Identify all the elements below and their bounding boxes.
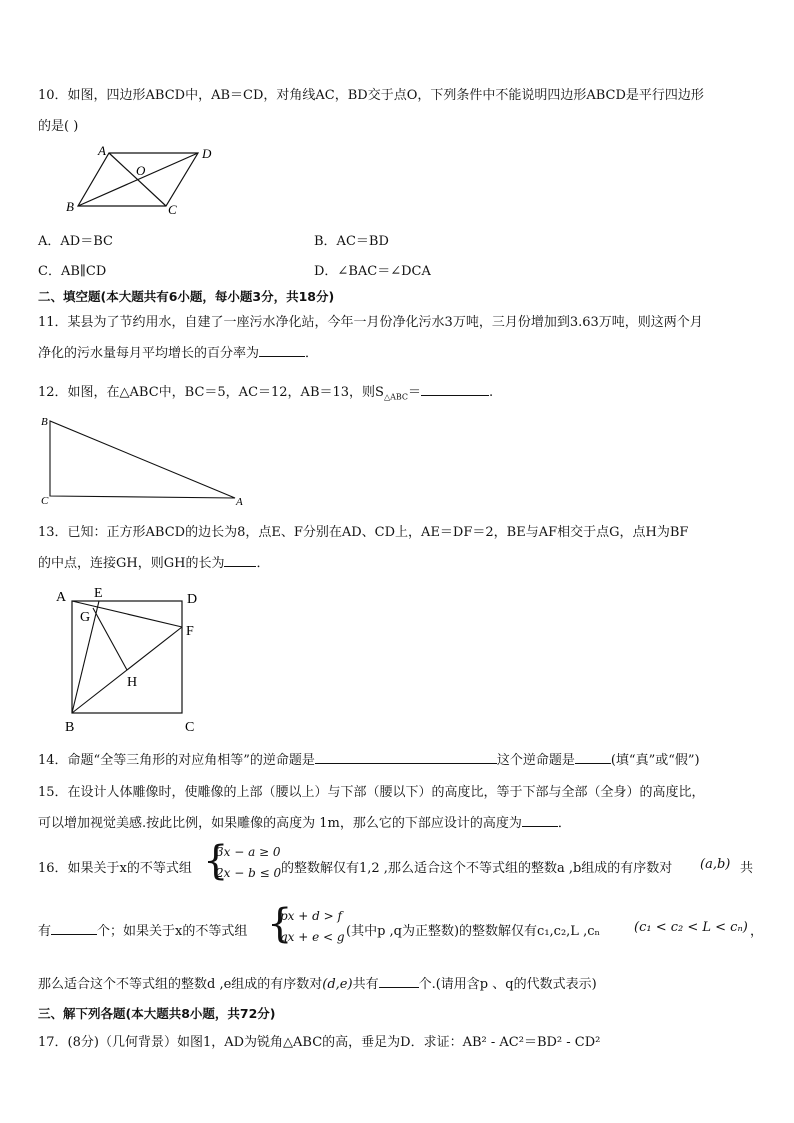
q16-blank-1[interactable] bbox=[51, 922, 97, 935]
q10-option-c: C．AB∥CD bbox=[38, 264, 107, 279]
q16-chain: (c₁ < c₂ < L < cₙ) bbox=[634, 920, 748, 935]
q12-subscript: △ABC bbox=[383, 392, 409, 402]
q16-mid1: 的整数解仅有1,2 ,那么适合这个不等式组的整数a ,b组成的有序数对 bbox=[281, 861, 673, 876]
q16-end1: 共 bbox=[740, 861, 754, 876]
q14-blank-2[interactable] bbox=[575, 751, 611, 764]
q14-text-b: 这个逆命题是 bbox=[496, 753, 575, 768]
q13-label-h: H bbox=[127, 675, 138, 690]
q16-line3a: 那么适合这个不等式组的整数d ,e组成的有序数对 bbox=[38, 977, 323, 992]
q15-stem-line2 bbox=[38, 812, 571, 831]
q10-label-c: C bbox=[168, 202, 177, 217]
q12-triangle bbox=[50, 421, 235, 498]
q13-stem-line2 bbox=[38, 552, 269, 571]
q13-label-c: C bbox=[185, 720, 195, 735]
q12-text: 12．如图，在△ABC中，BC＝5，AC＝12，AB＝13，则S bbox=[38, 385, 384, 400]
q13-label-e: E bbox=[94, 586, 103, 601]
q10-label-d: D bbox=[202, 146, 212, 161]
q10-label-o: O bbox=[136, 163, 146, 178]
q16-brace-1: { bbox=[203, 838, 229, 884]
q11-stem-line2 bbox=[38, 342, 318, 361]
q10-option-a: A．AD＝BC bbox=[38, 234, 113, 249]
q16-blank-2[interactable] bbox=[379, 975, 419, 988]
q11-stem-line1: 11．某县为了节约用水，自建了一座污水净化站，今年一月份净化污水3万吨，三月份增加到3.63万吨，则这两个月 bbox=[38, 315, 703, 330]
q16-pre2b: 个；如果关于x的不等式组 bbox=[97, 924, 248, 939]
q16-line2-start bbox=[38, 920, 247, 939]
section-3-heading: 三、解下列各题(本大题共8小题，共72分) bbox=[38, 1006, 276, 1021]
q15-text: 可以增加视觉美感.按此比例，如果雕像的高度为 1m，那么它的下部应设计的高度为 bbox=[38, 816, 522, 831]
q11-answer-blank[interactable] bbox=[259, 344, 305, 357]
q13-line-gh bbox=[93, 608, 127, 670]
q13-label-f: F bbox=[186, 624, 194, 639]
q16-line3b: 共有 bbox=[352, 977, 379, 992]
q13-label-b: B bbox=[65, 720, 75, 735]
q14-text-c: (填“真”或“假”) bbox=[610, 753, 700, 768]
q12-label-b: B bbox=[41, 416, 48, 428]
q16-ineq2-b: qx + e < g bbox=[280, 930, 345, 944]
q11-text: 净化的污水量每月平均增长的百分率为 bbox=[38, 346, 260, 361]
q17-stem: 17．(8分)（几何背景）如图1，AD为锐角△ABC的高，垂足为D．求证：AB² - AC²＝BD² - CD² bbox=[38, 1035, 601, 1050]
q12-figure-triangle bbox=[35, 412, 250, 510]
q16-end2: ， bbox=[750, 924, 764, 939]
q16-pair1: (a,b) bbox=[700, 857, 731, 872]
q14-text-a: 14．命题“全等三角形的对应角相等”的逆命题是 bbox=[38, 753, 315, 768]
q10-option-d: D．∠BAC＝∠DCA bbox=[314, 264, 431, 279]
q14-blank-1[interactable] bbox=[315, 751, 497, 764]
q10-figure-parallelogram bbox=[60, 142, 230, 217]
q13-label-d: D bbox=[187, 592, 198, 607]
q16-pre: 16．如果关于x的不等式组 bbox=[38, 861, 192, 876]
q10-stem-line2: 的是( ) bbox=[38, 119, 79, 134]
q10-label-b: B bbox=[66, 199, 74, 214]
q16-line3c: 个.(请用含p 、q的代数式表示) bbox=[418, 977, 597, 992]
q13-figure-square bbox=[50, 585, 210, 737]
q13-text: 的中点，连接GH，则GH的长为 bbox=[38, 556, 225, 571]
q16-line3 bbox=[38, 973, 597, 992]
q16-mid2: (其中p ,q为正整数)的整数解仅有c₁,c₂,L ,cₙ bbox=[346, 924, 601, 939]
q16-ineq1-b: 2x − b ≤ 0 bbox=[216, 866, 282, 880]
q10-option-b: B．AC＝BD bbox=[314, 234, 389, 249]
q12-end: . bbox=[489, 385, 494, 400]
q16-brace-2: { bbox=[267, 901, 293, 947]
q16-pre2a: 有 bbox=[38, 924, 52, 939]
q13-label-a: A bbox=[56, 590, 67, 605]
q11-end: ． bbox=[305, 346, 319, 361]
q13-answer-blank[interactable] bbox=[224, 554, 256, 567]
q12-answer-blank[interactable] bbox=[421, 383, 489, 396]
q16-ineq1-a: 3x − a ≥ 0 bbox=[216, 845, 281, 859]
q14-stem bbox=[38, 749, 700, 768]
q12-eq: ＝ bbox=[408, 385, 422, 400]
section-2-heading: 二、填空题(本大题共有6小题，每小题3分，共18分) bbox=[38, 289, 335, 304]
q13-end: ． bbox=[256, 556, 270, 571]
q10-label-a: A bbox=[98, 143, 106, 158]
q13-label-g: G bbox=[80, 610, 91, 625]
q13-stem-line1: 13．已知：正方形ABCD的边长为8，点E、F分别在AD、CD上，AE＝DF＝2，BE与AF相交于点G，点H为BF bbox=[38, 525, 689, 540]
q10-diagonal-bd bbox=[78, 153, 198, 206]
q12-label-a: A bbox=[236, 496, 243, 508]
q10-stem-line1: 10．如图，四边形ABCD中，AB＝CD，对角线AC，BD交于点O，下列条件中不能说明四边形ABCD是平行四边形 bbox=[38, 88, 704, 103]
q12-label-c: C bbox=[41, 495, 49, 507]
q16-pair2: (d,e) bbox=[322, 977, 353, 992]
q12-stem bbox=[38, 381, 493, 402]
q15-stem-line1: 15．在设计人体雕像时，使雕像的上部（腰以上）与下部（腰以下）的高度比，等于下部与全部（全身）的高度比， bbox=[38, 785, 705, 800]
q15-end: ． bbox=[557, 816, 571, 831]
q15-answer-blank[interactable] bbox=[522, 814, 558, 827]
q16-ineq2-a: px + d > f bbox=[280, 909, 342, 923]
